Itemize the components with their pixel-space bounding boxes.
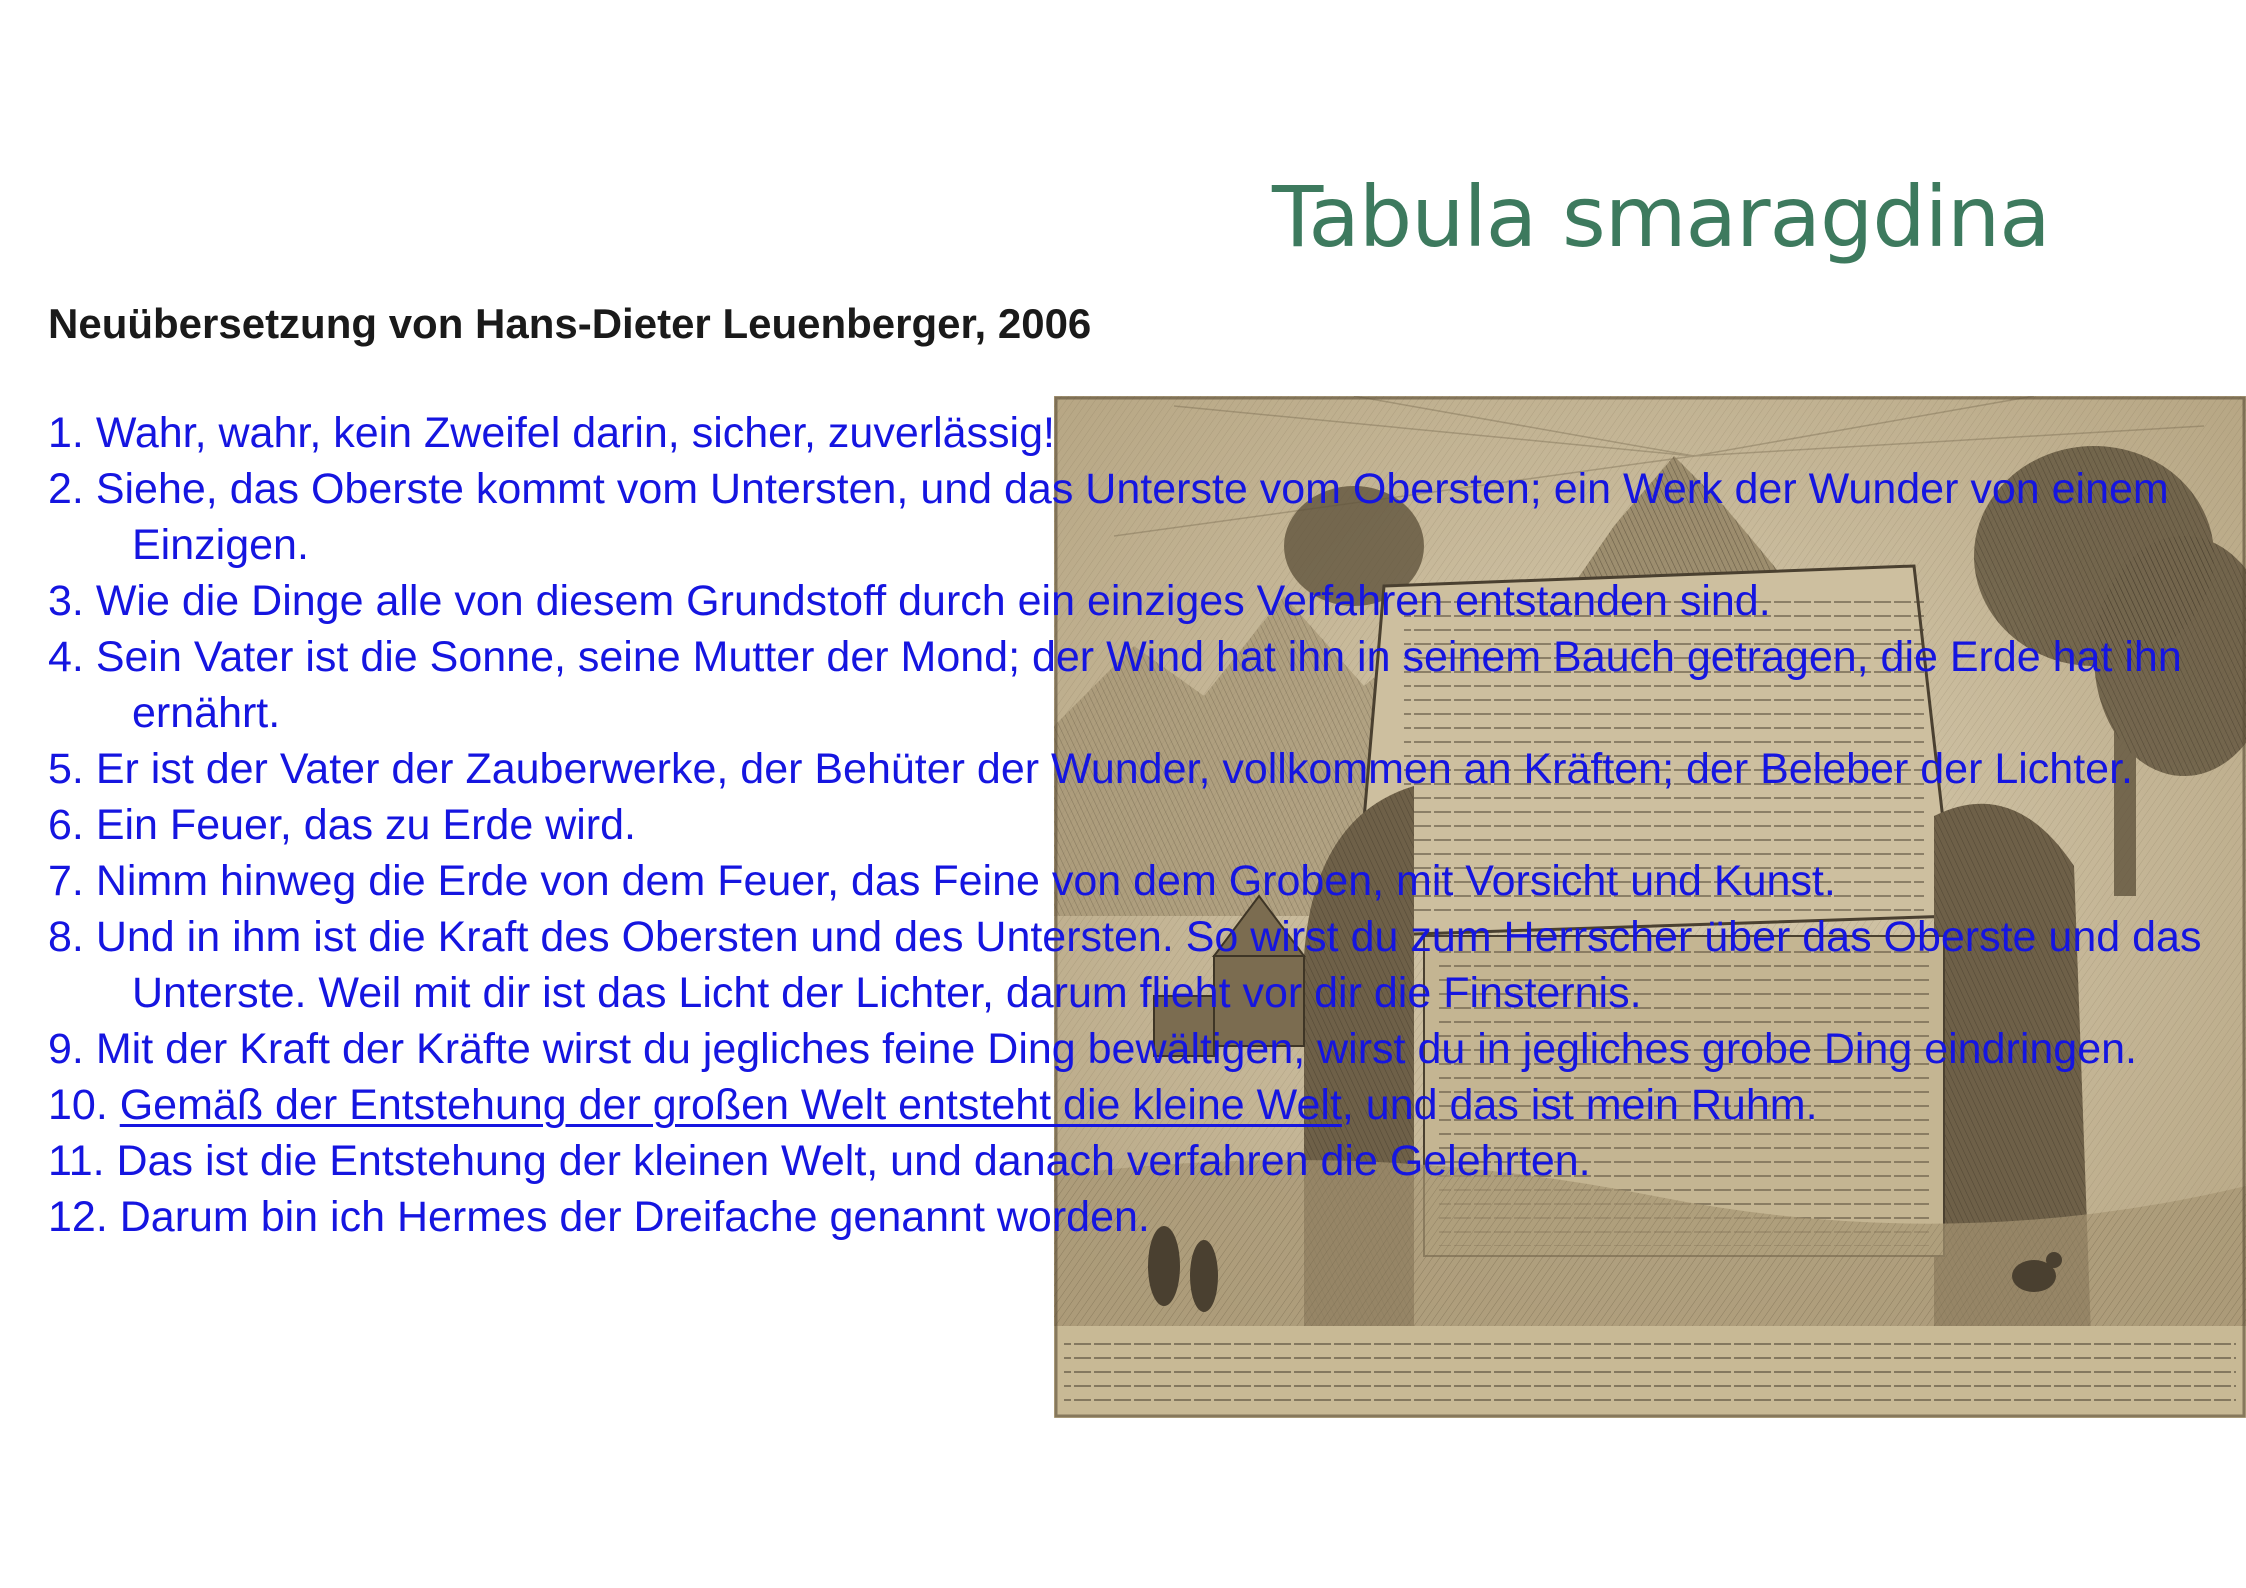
verse-number: 10.: [48, 1081, 108, 1129]
verse-item: [48, 853, 2238, 909]
verse-underlined-text: Gemäß der Entstehung der großen Welt entsteht die kleine Welt: [119, 1081, 1342, 1129]
verse-text: Wahr, wahr, kein Zweifel darin, sicher, zuverlässig!: [95, 409, 1055, 457]
verse-item: [48, 1021, 2238, 1077]
verse-list: [48, 405, 2238, 1245]
verse-item: [48, 1189, 2238, 1245]
verse-number: 5.: [48, 745, 84, 793]
verse-text: Sein Vater ist die Sonne, seine Mutter der Mond; der Wind hat ihn in seinem Bauch getragen, die Erde hat ihn ernährt.: [95, 633, 2182, 737]
verse-item: [48, 629, 2238, 741]
verse-text: Mit der Kraft der Kräfte wirst du jegliches feine Ding bewältigen, wirst du in jegliches grobe Ding eindringen.: [95, 1025, 2137, 1073]
verse-number: 6.: [48, 801, 84, 849]
verse-item: [48, 797, 2238, 853]
translation-credit: Neuübersetzung von Hans-Dieter Leuenberger, 2006: [48, 300, 1092, 347]
verse-item: [48, 405, 2238, 461]
verse-number: 2.: [48, 465, 84, 513]
slide-title: Tabula smaragdina: [1272, 168, 2050, 266]
verse-text: , und das ist mein Ruhm.: [1341, 1081, 1818, 1129]
verse-number: 8.: [48, 913, 84, 961]
verse-text: Siehe, das Oberste kommt vom Untersten, und das Unterste vom Obersten; ein Werk der Wunder von einem Einzigen.: [95, 465, 2169, 569]
verse-text: Er ist der Vater der Zauberwerke, der Behüter der Wunder, vollkommen an Kräften; der Beleber der Lichter.: [95, 745, 2133, 793]
verse-text: Nimm hinweg die Erde von dem Feuer, das Feine von dem Groben, mit Vorsicht und Kunst.: [95, 857, 1836, 905]
verse-number: 9.: [48, 1025, 84, 1073]
verse-item: [48, 1133, 2238, 1189]
verse-item: [48, 461, 2238, 573]
verse-item: [48, 1077, 2238, 1133]
verse-number: 12.: [48, 1193, 108, 1241]
verse-text: Darum bin ich Hermes der Dreifache genannt worden.: [119, 1193, 1150, 1241]
verse-number: 3.: [48, 577, 84, 625]
verse-number: 1.: [48, 409, 84, 457]
verse-number: 7.: [48, 857, 84, 905]
verse-item: [48, 741, 2238, 797]
verse-item: [48, 909, 2238, 1021]
verse-number: 11.: [48, 1137, 105, 1185]
verse-text: Ein Feuer, das zu Erde wird.: [95, 801, 636, 849]
verse-text: Das ist die Entstehung der kleinen Welt, und danach verfahren die Gelehrten.: [116, 1137, 1591, 1185]
verse-text: Wie die Dinge alle von diesem Grundstoff durch ein einziges Verfahren entstanden sind.: [95, 577, 1771, 625]
verse-number: 4.: [48, 633, 84, 681]
verse-item: [48, 573, 2238, 629]
verse-text: Und in ihm ist die Kraft des Obersten und des Untersten. So wirst du zum Herrscher über das Oberste und das Unterste. Weil mit dir ist das Licht der Lichter, darum flieht vor dir die Finsternis.: [95, 913, 2202, 1017]
